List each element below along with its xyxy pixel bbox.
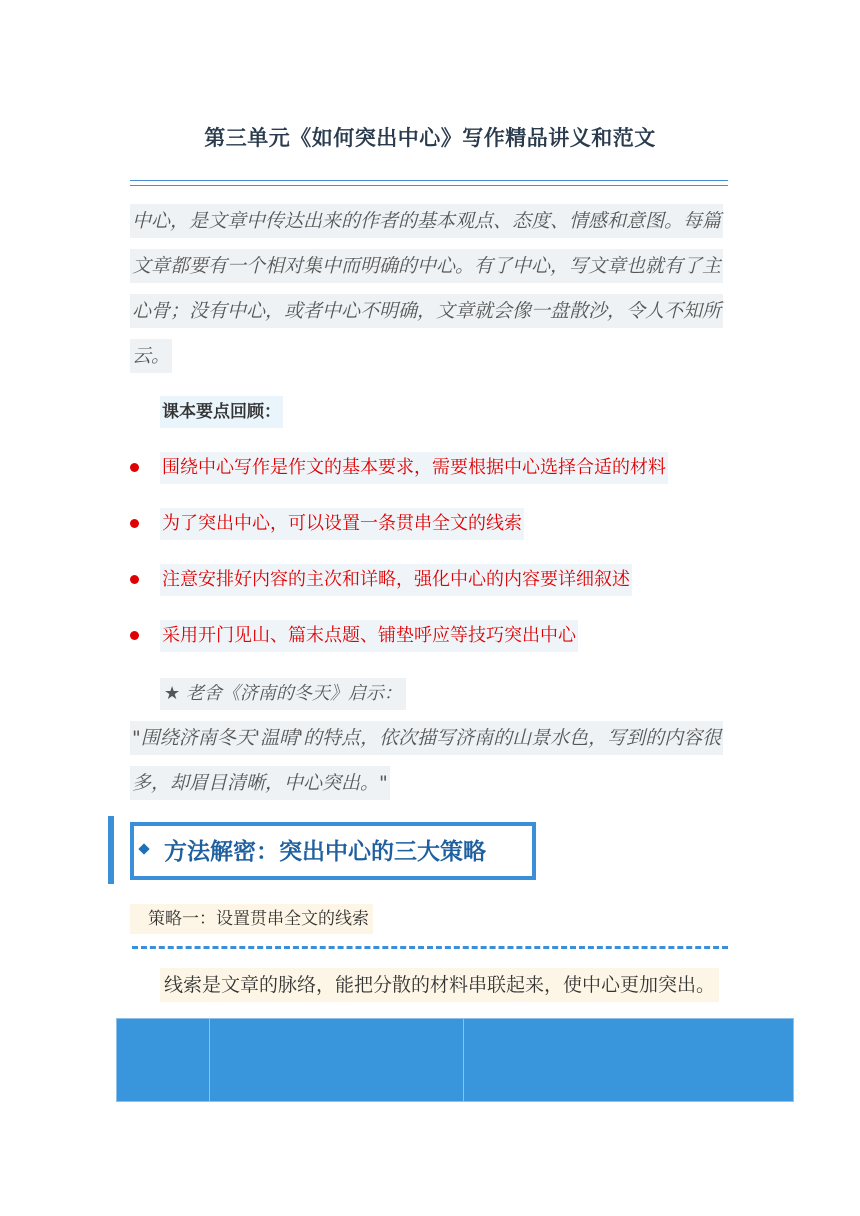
- bullet-dot-icon: [130, 575, 139, 584]
- quote-line: "围绕济南冬天'温晴'的特点，依次描写济南的山景水色，写到的内容很: [130, 721, 723, 755]
- key-point: 围绕中心写作是作文的基本要求，需要根据中心选择合适的材料: [160, 452, 668, 484]
- strategy-description: 线索是文章的脉络，能把分散的材料串联起来，使中心更加突出。: [160, 968, 719, 1002]
- table-cell: [117, 1019, 210, 1102]
- review-heading: 课本要点回顾：: [160, 396, 283, 428]
- document-title: 第三单元《如何突出中心》写作精品讲义和范文: [204, 126, 656, 150]
- table-cell: [210, 1019, 464, 1102]
- section-accent-bar: [108, 816, 114, 884]
- bullet-dot-icon: [130, 519, 139, 528]
- dashed-divider: [132, 946, 728, 949]
- intro-line: 中心，是文章中传达出来的作者的基本观点、态度、情感和意图。每篇: [130, 204, 723, 238]
- key-point: 为了突出中心，可以设置一条贯串全文的线索: [160, 508, 524, 540]
- table-cell: [464, 1019, 794, 1102]
- intro-line: 文章都要有一个相对集中而明确的中心。有了中心，写文章也就有了主: [130, 249, 723, 283]
- strategy-table: [116, 1018, 794, 1102]
- quote-line: 多，却眉目清晰，中心突出。": [130, 766, 390, 800]
- bullet-dot-icon: [130, 463, 139, 472]
- key-point: 采用开门见山、篇末点题、铺垫呼应等技巧突出中心: [160, 620, 578, 652]
- key-point: 注意安排好内容的主次和详略，强化中心的内容要详细叙述: [160, 564, 632, 596]
- section-title: 方法解密：突出中心的三大策略: [164, 839, 486, 865]
- bullet-dot-icon: [130, 631, 139, 640]
- intro-line: 心骨；没有中心，或者中心不明确，文章就会像一盘散沙，令人不知所: [130, 294, 723, 328]
- example-heading: ★ 老舍《济南的冬天》启示：: [160, 678, 406, 710]
- intro-line: 云。: [130, 339, 172, 373]
- strategy-heading: 策略一：设置贯串全文的线索: [130, 904, 373, 934]
- title-divider: [130, 180, 728, 186]
